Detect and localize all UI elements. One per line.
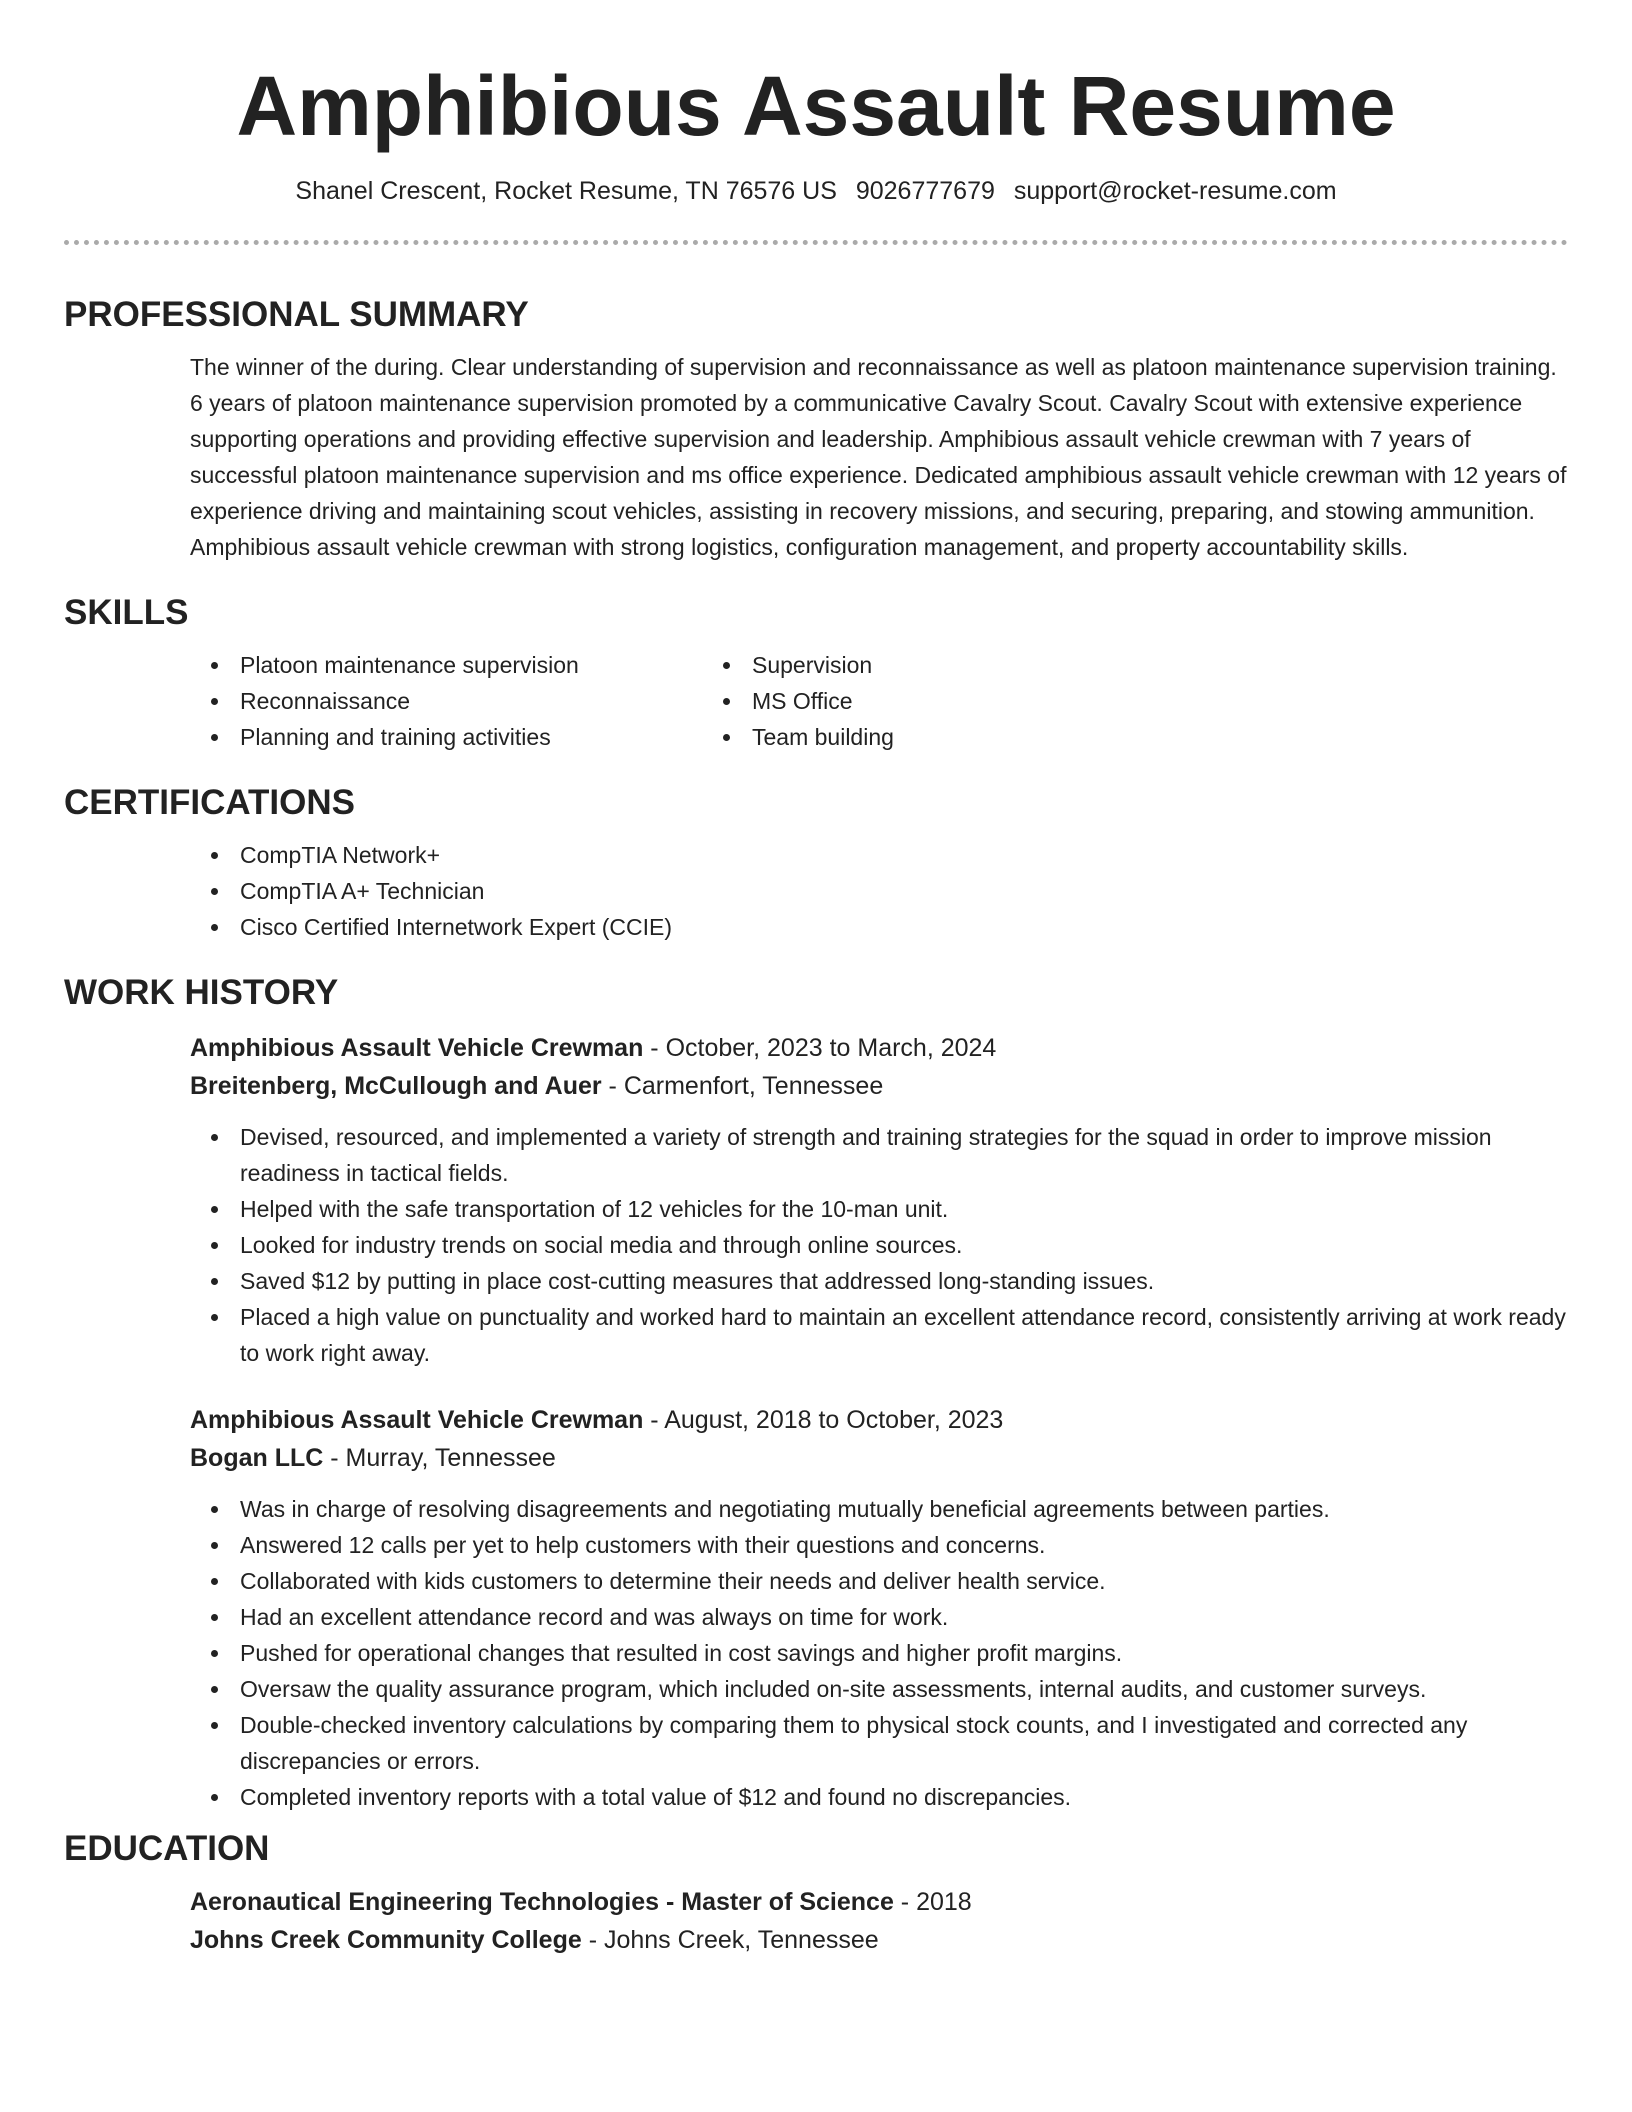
job-role: Amphibious Assault Vehicle Crewman	[190, 1034, 644, 1062]
certifications-heading: CERTIFICATIONS	[64, 783, 356, 822]
job-company: Bogan LLC	[190, 1444, 324, 1472]
job-bullet: • Helped with the safe transportation of 12 vehicles for the 10-man unit.	[232, 1191, 1568, 1227]
work-history-section	[64, 971, 1568, 1815]
job-bullet: • Collaborated with kids customers to determine their needs and deliver health service.	[232, 1563, 1568, 1599]
job-role: Amphibious Assault Vehicle Crewman	[190, 1406, 644, 1434]
skill-item: • Platoon maintenance supervision	[232, 647, 744, 683]
skills-column-2	[744, 647, 894, 755]
job-bullet: • Answered 12 calls per yet to help customers with their questions and concerns.	[232, 1527, 1568, 1563]
education-degree: Aeronautical Engineering Technologies - Master of Science	[190, 1888, 894, 1916]
contact-address: Shanel Crescent, Rocket Resume, TN 76576 US	[295, 177, 837, 205]
job-company-line	[190, 1439, 1568, 1477]
contact-line	[64, 174, 1568, 208]
job-bullet: • Oversaw the quality assurance program, which included on-site assessments, internal audits, and customer surveys.	[232, 1671, 1568, 1707]
contact-phone: 9026777679	[855, 177, 995, 205]
job-company-line	[190, 1067, 1568, 1105]
job-bullet: • Devised, resourced, and implemented a variety of strength and training strategies for the squad in order to improve mission readiness in tactical fields.	[232, 1119, 1568, 1191]
certifications-list	[64, 837, 1568, 945]
skills-column-1	[64, 647, 744, 755]
certification-item: • Cisco Certified Internetwork Expert (CCIE)	[232, 909, 1568, 945]
education-entry	[64, 1883, 1568, 1959]
contact-email: support@rocket-resume.com	[1013, 177, 1337, 205]
job-bullet: • Saved $12 by putting in place cost-cutting measures that addressed long-standing issues.	[232, 1263, 1568, 1299]
job-entry	[64, 1029, 1568, 1105]
job-bullet: • Pushed for operational changes that resulted in cost savings and higher profit margins.	[232, 1635, 1568, 1671]
job-bullet: • Double-checked inventory calculations by comparing them to physical stock counts, and I investigated and corrected any discrepancies or errors.	[232, 1707, 1568, 1779]
skills-grid	[64, 647, 1568, 755]
skill-item: • Supervision	[744, 647, 894, 683]
education-school-line	[190, 1921, 1568, 1959]
job-bullet: • Placed a high value on punctuality and worked hard to maintain an excellent attendance record, consistently arriving at work ready to work right away.	[232, 1299, 1568, 1371]
job-company: Breitenberg, McCullough and Auer	[190, 1072, 602, 1100]
skills-section	[64, 591, 1568, 755]
skill-item: • Reconnaissance	[232, 683, 744, 719]
education-school: Johns Creek Community College	[190, 1926, 582, 1954]
job-title-line	[190, 1401, 1568, 1439]
skills-heading: SKILLS	[64, 593, 189, 632]
education-heading: EDUCATION	[64, 1829, 270, 1868]
education-location: - Johns Creek, Tennessee	[581, 1926, 879, 1954]
skill-item: • Team building	[744, 719, 894, 755]
education-section	[64, 1827, 1568, 1959]
work-history-heading: WORK HISTORY	[64, 973, 339, 1012]
job-bullet: • Completed inventory reports with a total value of $12 and found no discrepancies.	[232, 1779, 1568, 1815]
education-year: - 2018	[893, 1888, 972, 1916]
certification-item: • CompTIA Network+	[232, 837, 1568, 873]
job-bullets	[64, 1491, 1568, 1815]
education-degree-line	[190, 1883, 1568, 1921]
summary-text: The winner of the during. Clear understanding of supervision and reconnaissance as well as platoon maintenance supervision training. 6 years of platoon maintenance supervision promoted by a communicative Cavalry Scout. Cavalry Scout with extensive experience supporting operations and providing effective supervision and leadership. Amphibious assault vehicle crewman with 7 years of successful platoon maintenance supervision and ms office experience. Dedicated amphibious assault vehicle crewman with 12 years of experience driving and maintaining scout vehicles, assisting in recovery missions, and securing, preparing, and stowing ammunition. Amphibious assault vehicle crewman with strong logistics, configuration management, and property accountability skills.	[190, 354, 1567, 560]
summary-section	[64, 293, 1568, 565]
job-location: - Carmenfort, Tennessee	[601, 1072, 884, 1100]
job-location: - Murray, Tennessee	[323, 1444, 556, 1472]
header-divider	[64, 240, 1568, 245]
resume-title: Amphibious Assault Resume	[236, 59, 1396, 153]
job-title-line	[190, 1029, 1568, 1067]
job-dates: - October, 2023 to March, 2024	[643, 1034, 997, 1062]
job-bullet: • Was in charge of resolving disagreements and negotiating mutually beneficial agreements between parties.	[232, 1491, 1568, 1527]
job-bullets	[64, 1119, 1568, 1371]
job-entry	[64, 1401, 1568, 1477]
job-bullet: • Looked for industry trends on social media and through online sources.	[232, 1227, 1568, 1263]
skill-item: • Planning and training activities	[232, 719, 744, 755]
certification-item: • CompTIA A+ Technician	[232, 873, 1568, 909]
skill-item: • MS Office	[744, 683, 894, 719]
certifications-section	[64, 781, 1568, 945]
job-dates: - August, 2018 to October, 2023	[643, 1406, 1004, 1434]
summary-heading: PROFESSIONAL SUMMARY	[64, 295, 529, 334]
job-bullet: • Had an excellent attendance record and was always on time for work.	[232, 1599, 1568, 1635]
